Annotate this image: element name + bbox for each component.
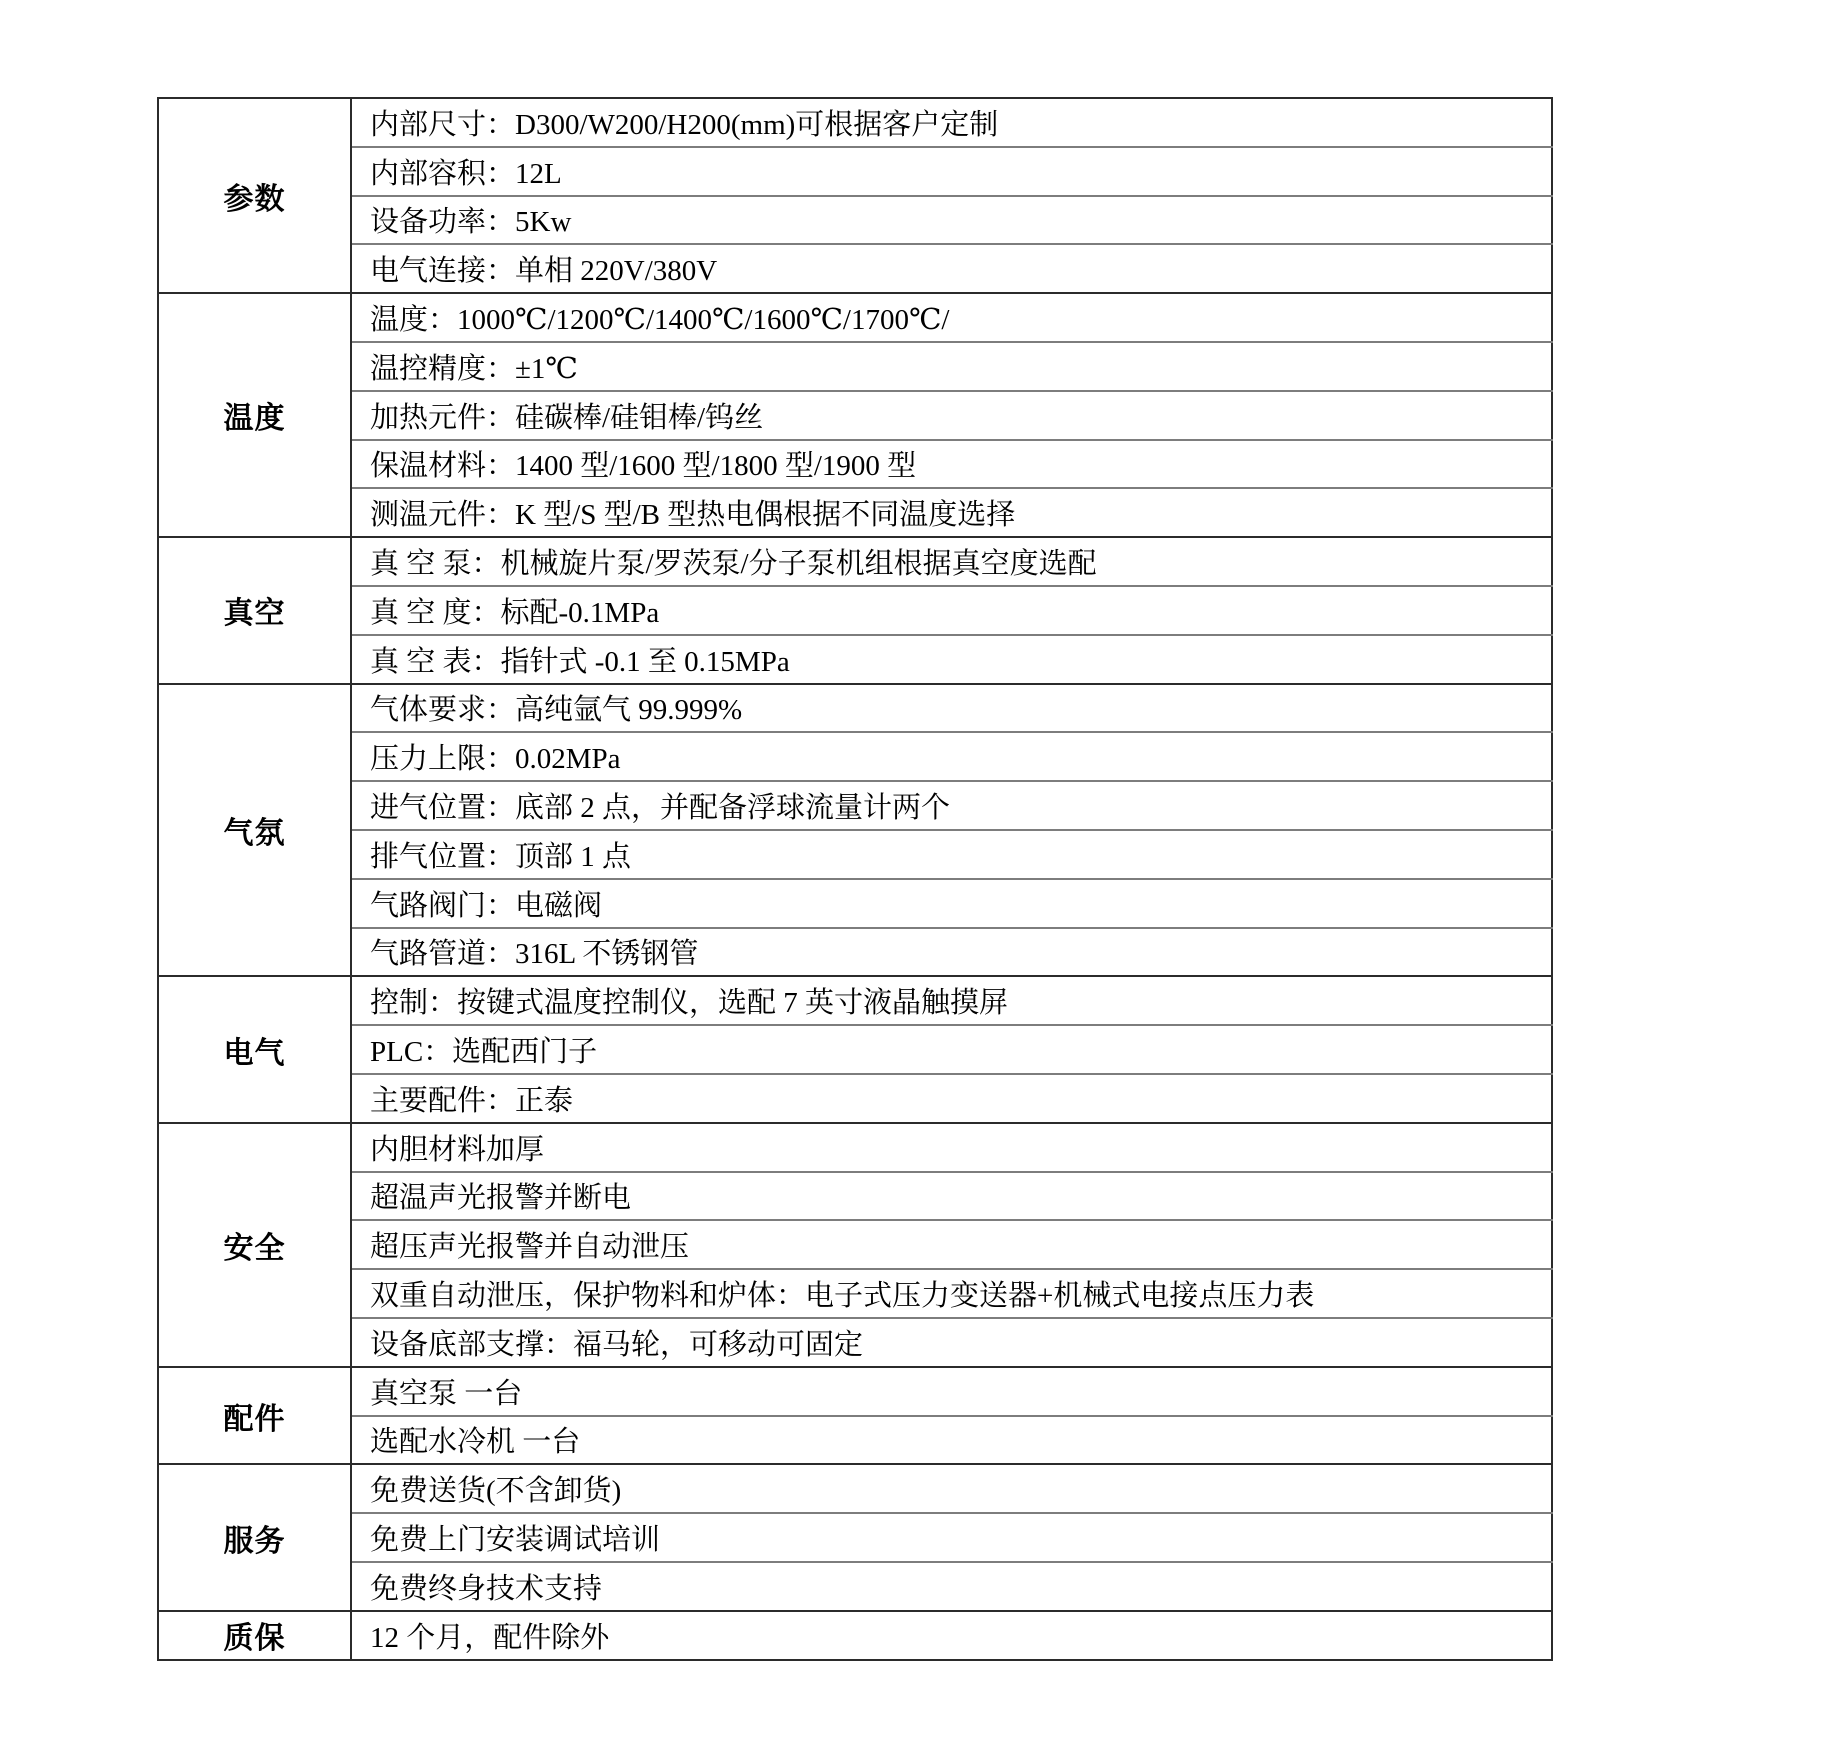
spec-table: [157, 97, 1553, 1661]
section-label: 温度: [158, 293, 351, 537]
spec-cell: 温控精度：±1℃: [351, 342, 1552, 391]
section-label: 配件: [158, 1367, 351, 1465]
spec-cell: 气体要求：高纯氩气 99.999%: [351, 684, 1552, 733]
spec-cell: 控制：按键式温度控制仪，选配 7 英寸液晶触摸屏: [351, 976, 1552, 1025]
spec-cell: 设备功率：5Kw: [351, 196, 1552, 245]
spec-cell: 加热元件：硅碳棒/硅钼棒/钨丝: [351, 391, 1552, 440]
table-row: [158, 732, 1552, 781]
spec-cell: 双重自动泄压，保护物料和炉体：电子式压力变送器+机械式电接点压力表: [351, 1269, 1552, 1318]
table-row: [158, 1513, 1552, 1562]
table-row: [158, 440, 1552, 489]
table-row: [158, 1123, 1552, 1172]
table-row: [158, 1172, 1552, 1221]
spec-cell: 内部尺寸：D300/W200/H200(mm)可根据客户定制: [351, 98, 1552, 147]
table-row: [158, 1611, 1552, 1660]
table-row: [158, 147, 1552, 196]
spec-cell: 进气位置：底部 2 点，并配备浮球流量计两个: [351, 781, 1552, 830]
table-row: [158, 1562, 1552, 1611]
spec-cell: 主要配件：正泰: [351, 1074, 1552, 1123]
spec-cell: 超温声光报警并断电: [351, 1172, 1552, 1221]
spec-cell: 超压声光报警并自动泄压: [351, 1220, 1552, 1269]
spec-cell: 真 空 度：标配-0.1MPa: [351, 586, 1552, 635]
spec-cell: 排气位置：顶部 1 点: [351, 830, 1552, 879]
spec-cell: 12 个月，配件除外: [351, 1611, 1552, 1660]
table-row: [158, 244, 1552, 293]
table-row: [158, 1464, 1552, 1513]
spec-cell: 压力上限：0.02MPa: [351, 732, 1552, 781]
spec-cell: 内胆材料加厚: [351, 1123, 1552, 1172]
spec-cell: 保温材料：1400 型/1600 型/1800 型/1900 型: [351, 440, 1552, 489]
table-row: [158, 98, 1552, 147]
table-row: [158, 684, 1552, 733]
section-label: 电气: [158, 976, 351, 1122]
spec-cell: 真 空 泵：机械旋片泵/罗茨泵/分子泵机组根据真空度选配: [351, 537, 1552, 586]
spec-cell: 电气连接：单相 220V/380V: [351, 244, 1552, 293]
spec-cell: 真 空 表：指针式 -0.1 至 0.15MPa: [351, 635, 1552, 684]
spec-cell: 温度：1000℃/1200℃/1400℃/1600℃/1700℃/: [351, 293, 1552, 342]
section-label: 参数: [158, 98, 351, 293]
table-row: [158, 1318, 1552, 1367]
table-row: [158, 1074, 1552, 1123]
table-row: [158, 293, 1552, 342]
section-label: 安全: [158, 1123, 351, 1367]
table-row: [158, 196, 1552, 245]
spec-cell: 测温元件：K 型/S 型/B 型热电偶根据不同温度选择: [351, 488, 1552, 537]
section-label: 服务: [158, 1464, 351, 1610]
table-row: [158, 342, 1552, 391]
table-row: [158, 879, 1552, 928]
spec-cell: PLC：选配西门子: [351, 1025, 1552, 1074]
table-row: [158, 537, 1552, 586]
table-row: [158, 781, 1552, 830]
table-row: [158, 1367, 1552, 1416]
table-row: [158, 1025, 1552, 1074]
section-label: 真空: [158, 537, 351, 683]
table-row: [158, 1220, 1552, 1269]
spec-cell: 免费送货(不含卸货): [351, 1464, 1552, 1513]
spec-cell: 内部容积：12L: [351, 147, 1552, 196]
table-row: [158, 488, 1552, 537]
spec-cell: 气路管道：316L 不锈钢管: [351, 928, 1552, 977]
table-row: [158, 586, 1552, 635]
section-label: 质保: [158, 1611, 351, 1660]
section-label: 气氛: [158, 684, 351, 977]
table-row: [158, 391, 1552, 440]
spec-cell: 气路阀门：电磁阀: [351, 879, 1552, 928]
table-row: [158, 635, 1552, 684]
table-row: [158, 976, 1552, 1025]
table-row: [158, 830, 1552, 879]
table-row: [158, 928, 1552, 977]
spec-cell: 免费终身技术支持: [351, 1562, 1552, 1611]
table-row: [158, 1269, 1552, 1318]
spec-cell: 设备底部支撑：福马轮，可移动可固定: [351, 1318, 1552, 1367]
spec-cell: 免费上门安装调试培训: [351, 1513, 1552, 1562]
spec-cell: 选配水冷机 一台: [351, 1416, 1552, 1465]
table-row: [158, 1416, 1552, 1465]
spec-cell: 真空泵 一台: [351, 1367, 1552, 1416]
